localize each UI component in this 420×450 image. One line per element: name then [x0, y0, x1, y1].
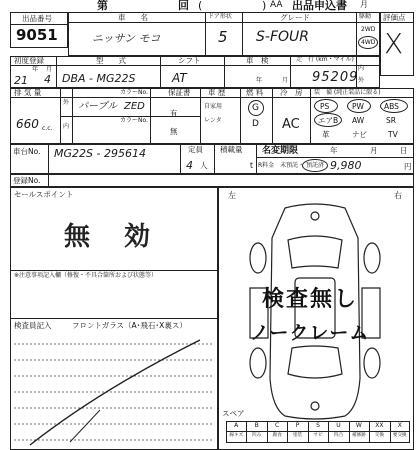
- sales-point-label: セールスポイント: [14, 190, 74, 199]
- first-year-unit: 年: [32, 66, 39, 73]
- legend-meaning: 線キズ: [229, 433, 244, 438]
- title-round: 回: [178, 0, 189, 12]
- legend-code: A: [234, 422, 239, 429]
- equip-ps: PS: [320, 102, 330, 111]
- legend-code: C: [274, 422, 280, 429]
- grade-value: S-FOUR: [256, 29, 309, 45]
- shift-label: シフト: [178, 56, 201, 65]
- first-reg-label: 初度登録: [14, 56, 44, 65]
- inspection-label: 車 検: [246, 56, 269, 65]
- mileage-value: 95209: [312, 70, 359, 85]
- title-aa: AA: [270, 0, 283, 10]
- legend-divider: [267, 421, 268, 443]
- guarantee-label: 保証書: [168, 88, 191, 97]
- legend-meaning: サビ: [313, 433, 323, 438]
- body-color-value: パープル: [78, 101, 118, 112]
- model-value: DBA - MG22S: [62, 72, 136, 85]
- inner-label: 内: [358, 65, 365, 72]
- legend-meaning: 交換: [374, 433, 384, 438]
- drive-label: 駆動: [359, 13, 372, 20]
- capacity-value: 4: [186, 159, 193, 172]
- first-year-value: 21: [14, 74, 28, 87]
- title-prefix: 第: [97, 0, 108, 12]
- displacement-value: 660: [16, 117, 39, 131]
- inspector-label: 検査員記入: [14, 321, 52, 330]
- lot-label: 出品番号: [22, 14, 52, 23]
- equip-navi: ナビ: [352, 130, 367, 139]
- diagonal-strike: [10, 330, 218, 450]
- legend-code: P: [295, 422, 300, 429]
- outer-label: 外: [358, 77, 365, 84]
- equip-airbag: エアB: [318, 116, 339, 125]
- make-label: 車 名: [118, 13, 148, 22]
- expiry-year: 年: [330, 146, 338, 155]
- trim-label: 内: [63, 123, 70, 130]
- legend-code: W: [355, 422, 362, 429]
- expiry-day: 日: [400, 146, 408, 155]
- drive-4wd-circle: [358, 36, 378, 49]
- first-month-unit: 月: [46, 66, 53, 73]
- color-no-value: ZED: [124, 101, 145, 112]
- notes-label: ※注意事項記入欄（修復・不具合箇所および状態等）: [14, 272, 158, 279]
- inspection-month-unit: 月: [282, 77, 289, 84]
- spare-label: スペア: [222, 409, 245, 418]
- legend-divider: [369, 421, 370, 443]
- legend-code: U: [336, 422, 341, 429]
- fee-status: 預託済: [306, 162, 325, 169]
- capacity-unit: 人: [200, 161, 208, 170]
- fuel-g: G: [252, 103, 259, 113]
- legend-divider: [328, 421, 329, 443]
- expiry-label: 名変期限: [262, 146, 299, 156]
- diagram-left-label: 左: [228, 191, 236, 200]
- equip-leather: 革: [322, 130, 330, 139]
- legend-code: X: [397, 422, 402, 429]
- legend-code: B: [254, 422, 259, 429]
- mileage-label: 走 行 (km・マイル): [296, 56, 354, 63]
- fee-value: 9,980: [330, 159, 362, 172]
- inspection-year-unit: 年: [256, 77, 263, 84]
- legend-divider: [390, 421, 391, 443]
- legend-code: XX: [375, 422, 384, 429]
- legend-meaning: 凹み: [252, 433, 262, 438]
- reg-no-label: 登録No.: [13, 176, 41, 185]
- fuel-d: D: [252, 119, 259, 129]
- fee-unit: 円: [404, 162, 412, 171]
- shift-value: AT: [172, 71, 187, 85]
- expiry-month: 月: [370, 146, 378, 155]
- make-value: ニッサン モコ: [92, 32, 161, 45]
- equip-aw: AW: [352, 116, 365, 125]
- equip-abs: ABS: [384, 102, 399, 111]
- frame-value: MG22S - 295614: [54, 147, 146, 160]
- grade-label: グレード: [280, 13, 310, 22]
- model-label: 型 式: [96, 56, 126, 65]
- legend-meaning: 補修跡: [351, 433, 366, 438]
- void-stamp: 無 効: [64, 222, 155, 252]
- drive-4wd: 4WD: [361, 39, 376, 46]
- history-label: 車 歴: [208, 88, 226, 97]
- legend-meaning: 腐食: [272, 433, 282, 438]
- equip-sr: SR: [386, 116, 396, 125]
- legend-meaning: 塗装: [292, 433, 303, 438]
- equip-label: 装 備 (純正装品に限る): [314, 89, 381, 96]
- reg-no-row: [10, 174, 414, 187]
- equip-tv: TV: [388, 130, 398, 139]
- displacement-label: 排 気 量: [14, 88, 42, 97]
- body-color-label: 外: [63, 99, 70, 106]
- legend-meaning: 要交換: [392, 433, 407, 438]
- frame-label: 車台No.: [13, 147, 41, 156]
- legend-code: S: [316, 422, 320, 429]
- cc-unit: c.c.: [42, 125, 53, 132]
- equip-airbag-circle: [314, 113, 342, 127]
- history-rental: レンタ: [204, 117, 222, 124]
- guarantee-yes: 有: [170, 109, 178, 118]
- equip-abs-circle: [380, 99, 408, 113]
- no-claim-stamp: ノークレーム: [250, 322, 370, 344]
- fuel-g-circle: [248, 100, 264, 116]
- first-month-value: 4: [44, 73, 51, 86]
- lot-number: 9051: [16, 26, 58, 44]
- capacity-label: 定員: [188, 145, 203, 154]
- load-unit: t: [250, 161, 253, 170]
- title-month: 月: [360, 0, 368, 9]
- fee-label: R料金 未預託・: [258, 162, 305, 169]
- fuel-label: 燃 料: [246, 88, 264, 97]
- score-label: 評価点: [383, 13, 406, 22]
- fee-status-circle: [302, 159, 328, 172]
- diagram-right-label: 右: [394, 191, 402, 200]
- legend-divider: [287, 421, 288, 443]
- legend-divider: [246, 421, 247, 443]
- legend-divider: [349, 421, 350, 443]
- legend-meaning: 凹凸: [333, 433, 344, 438]
- title-paren-open: (: [198, 0, 203, 12]
- no-inspection-stamp: 検査無し: [262, 286, 359, 312]
- color2-no-label: カラーNo.: [120, 117, 148, 124]
- load-label: 積載量: [220, 145, 243, 154]
- cooler-value: AC: [282, 117, 300, 132]
- legend-divider: [308, 421, 309, 443]
- history-private: 自家用: [204, 103, 223, 110]
- equip-pw-circle: [347, 99, 371, 113]
- doors-label: ドア形状: [208, 13, 232, 20]
- cooler-label: 冷 房: [280, 88, 303, 97]
- windshield-label: フロントガラス（A･飛石･X裏ス）: [72, 321, 187, 330]
- color-no-label: カラーNo.: [120, 89, 148, 96]
- drive-2wd: 2WD: [361, 26, 376, 33]
- title-paren-close: ): [262, 0, 267, 12]
- score-value: X: [384, 27, 404, 60]
- equip-ps-circle: [314, 99, 338, 113]
- title-main: 出品申込書: [292, 0, 347, 12]
- doors-value: 5: [218, 28, 228, 46]
- guarantee-no: 無: [170, 127, 178, 136]
- equip-pw: PW: [352, 102, 364, 111]
